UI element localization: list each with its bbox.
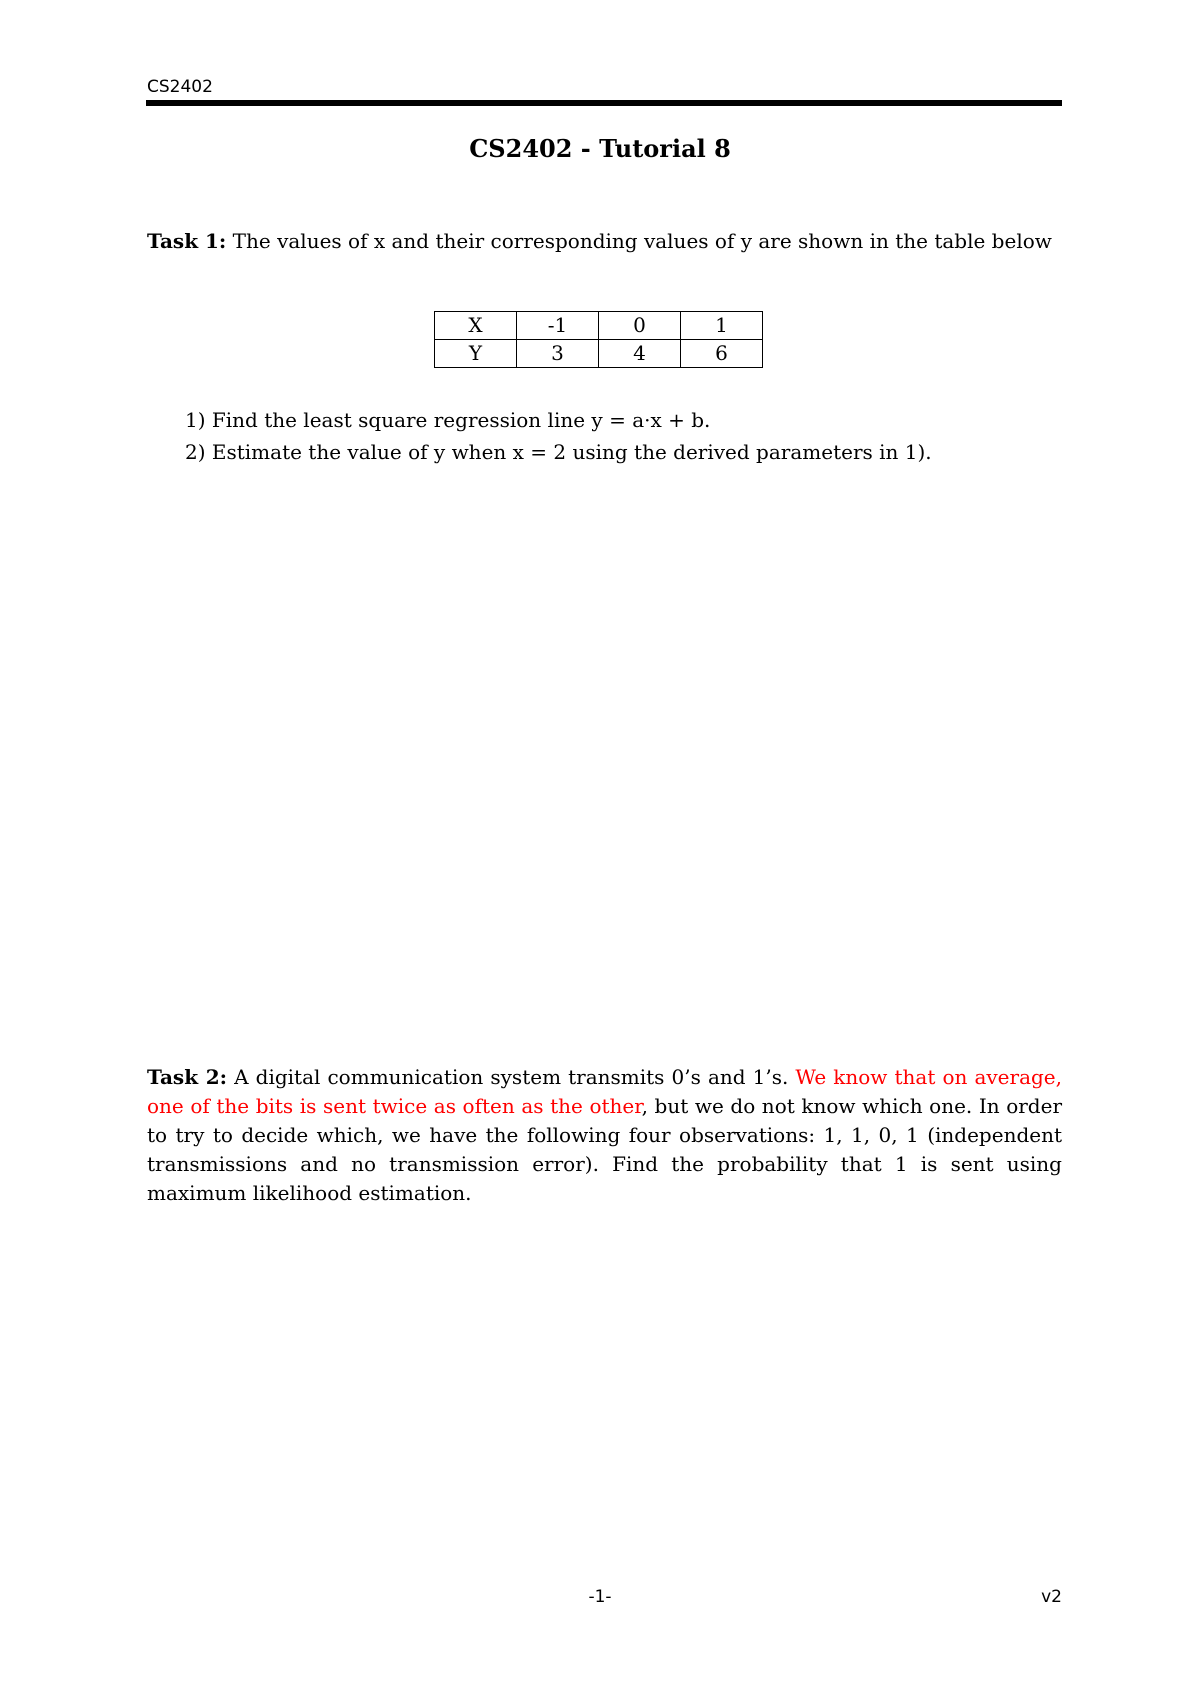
table-cell: -1	[517, 312, 599, 340]
task-2-heading: Task 2:	[147, 1065, 228, 1089]
running-header: CS2402	[147, 77, 213, 97]
table-cell: Y	[435, 340, 517, 368]
header-rule	[146, 100, 1062, 106]
table-cell: 1	[681, 312, 763, 340]
task-1-text: The values of x and their corresponding values of y are shown in the table below	[232, 229, 1052, 253]
version-label: v2	[1041, 1587, 1062, 1607]
task-2-highlighted-text: We know that on average, one of the bits is sent twice as often as the other	[147, 1065, 1062, 1118]
table-cell: 3	[517, 340, 599, 368]
task-1-question-2: 2) Estimate the value of y when x = 2 using the derived parameters in 1).	[185, 440, 932, 464]
table-row	[435, 312, 763, 340]
page-number: -1-	[588, 1587, 612, 1607]
xy-values-table	[434, 311, 763, 368]
task-1-paragraph	[147, 227, 1062, 256]
table-cell: 6	[681, 340, 763, 368]
task-2-text-before: A digital communication system transmits 0’s and 1’s.	[234, 1065, 796, 1089]
task-2-text-after: , but we do not know which one. In order to try to decide which, we have the following four observations: 1, 1, 0, 1 (independent transmissions and no transmission error). Find the probability that 1 is sent using maximum likelihood estimation.	[147, 1094, 1063, 1205]
table-row	[435, 340, 763, 368]
task-1-question-1: 1) Find the least square regression line y = a·x + b.	[185, 408, 711, 432]
task-2-paragraph	[147, 1063, 1062, 1208]
page-title: CS2402 - Tutorial 8	[469, 134, 731, 163]
task-1-heading: Task 1:	[147, 229, 227, 253]
table-cell: 0	[599, 312, 681, 340]
table-cell: X	[435, 312, 517, 340]
table-cell: 4	[599, 340, 681, 368]
